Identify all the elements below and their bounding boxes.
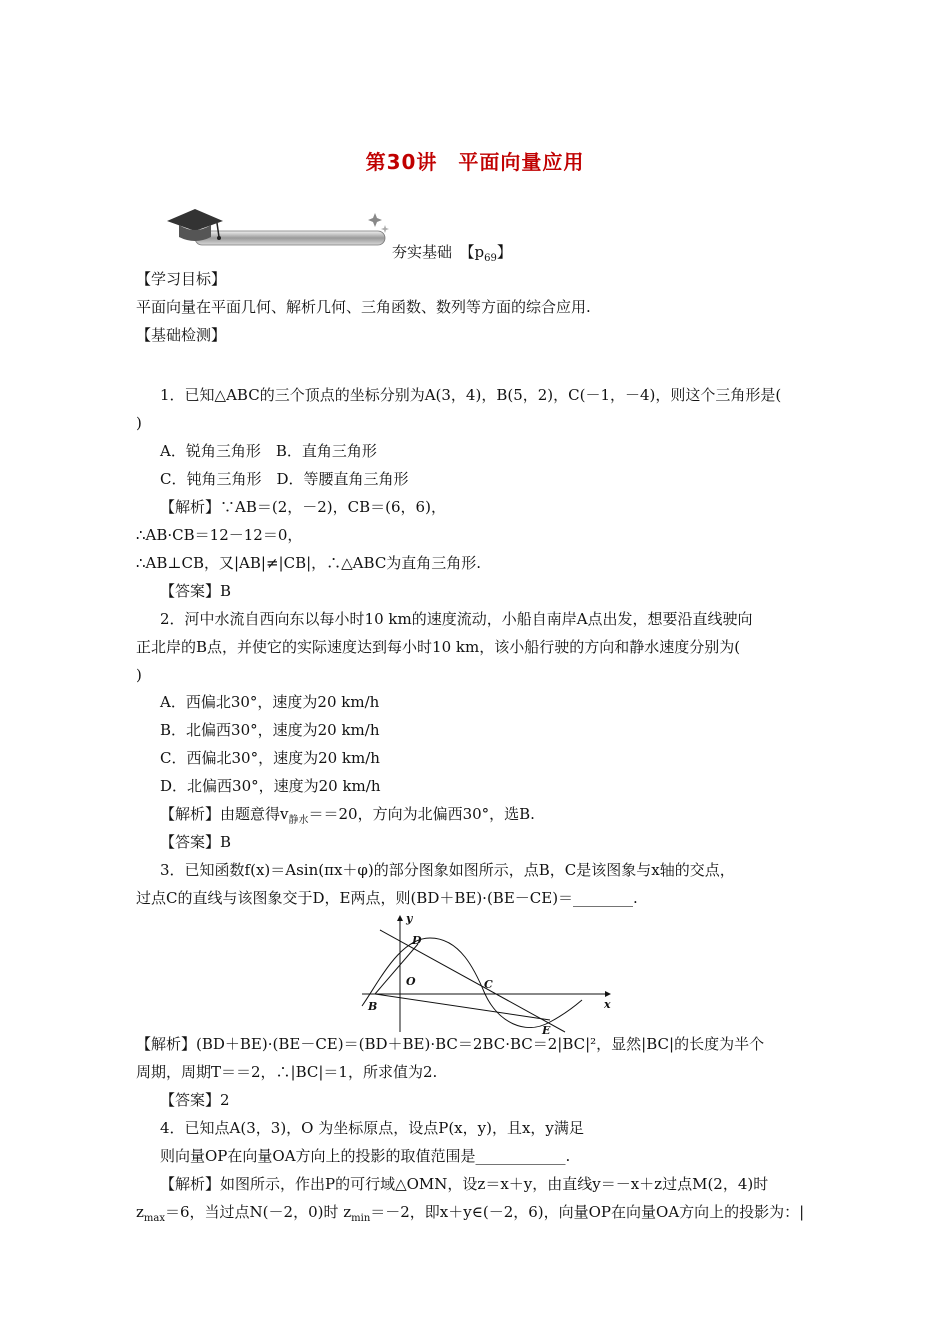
q2-option-d: D．北偏西30°，速度为20 km/h — [160, 777, 381, 795]
q3-solution-line: 周期，周期T＝＝2，∴|BC|＝1，所求值为2. — [136, 1063, 438, 1081]
q1-option-line: A．锐角三角形 B．直角三角形 — [160, 442, 377, 460]
label-x: x — [604, 998, 611, 1011]
q3-stem-line: 3．已知函数f(x)＝Asin(πx＋φ)的部分图象如图所示，点B，C是该图象与x轴的交点， — [160, 861, 735, 879]
q2-stem-line: 正北岸的B点，并使它的实际速度达到每小时10 km，该小船行驶的方向和静水速度分别为( — [136, 638, 741, 656]
q4-solution-line: $z_{max}=6$，当过点N(－2，0)时 $z_{min}=-2$，即x＋y∈(－2，6)，向量OP在向量OA方向上的投影为：| — [136, 1203, 805, 1224]
segment-be — [375, 994, 550, 1020]
label-d: D — [412, 934, 422, 947]
q1-stem-line: ) — [136, 414, 142, 432]
q1-stem-line: 1．已知△ABC的三个顶点的坐标分别为A(3，4)，B(5，2)，C(－1，－4)，则这个三角形是( — [160, 386, 782, 404]
q1-answer: 【答案】B — [160, 582, 232, 600]
q4-stem-line: 则向量OP在向量OA方向上的投影的取值范围是____________. — [160, 1147, 571, 1165]
label-e: E — [542, 1024, 551, 1035]
q3-answer: 【答案】2 — [160, 1091, 230, 1109]
q1-option-line: C．钝角三角形 D．等腰直角三角形 — [160, 470, 409, 488]
q2-option-b: B．北偏西30°，速度为20 km/h — [160, 721, 380, 739]
q4-stem-line: 4．已知点A(3，3)，O 为坐标原点，设点P(x，y)，且x，y满足 — [160, 1119, 584, 1137]
section-goal-header: 【学习目标】 — [136, 270, 227, 288]
graduation-cap-banner-icon — [165, 205, 395, 255]
q3-stem-line: 过点C的直线与该图象交于D，E两点，则(BD＋BE)·(BE－CE)＝________. — [136, 889, 638, 907]
q1-solution-line: ∴AB·CB＝12－12＝0， — [136, 526, 303, 544]
q2-option-c: C．西偏北30°，速度为20 km/h — [160, 749, 380, 767]
q2-stem-line: ) — [136, 666, 142, 684]
sine-curve — [362, 938, 582, 1027]
q1-solution-line: 【解析】∵AB＝(2，－2)，CB＝(6，6)， — [160, 498, 446, 516]
banner-label: 夯实基础 【$p_{69}$】 — [392, 243, 512, 264]
q2-stem-line: 2．河中水流自西向东以每小时10 km的速度流动，小船自南岸A点出发，想要沿直线驶向 — [160, 610, 753, 628]
q3-solution-line: 【解析】(BD＋BE)·(BE－CE)＝(BD＋BE)·BC＝2BC·BC＝2|BC|²，显然|BC|的长度为半个 — [136, 1035, 765, 1053]
section-goal-text: 平面向量在平面几何、解析几何、三角函数、数列等方面的综合应用. — [136, 298, 591, 316]
label-b: B — [368, 1000, 378, 1013]
q2-answer: 【答案】B — [160, 833, 232, 851]
label-c: C — [484, 978, 493, 991]
q4-solution-line: 【解析】如图所示，作出P的可行域△OMN，设z＝x＋y，由直线y＝－x＋z过点M(2，4)时 — [160, 1175, 769, 1193]
q3-function-graph — [360, 910, 620, 1035]
q2-solution-line: 【解析】由题意得$v_{静水}==20$，方向为北偏西30°，选B. — [160, 805, 535, 826]
section-check-header: 【基础检测】 — [136, 326, 227, 344]
q1-solution-line: ∴AB⊥CB，又|AB|≠|CB|，∴△ABC为直角三角形. — [136, 554, 482, 572]
q2-option-a: A．西偏北30°，速度为20 km/h — [160, 693, 380, 711]
page-title: 第30讲 平面向量应用 — [365, 150, 585, 174]
label-o: O — [406, 975, 416, 988]
label-y: y — [406, 912, 413, 925]
